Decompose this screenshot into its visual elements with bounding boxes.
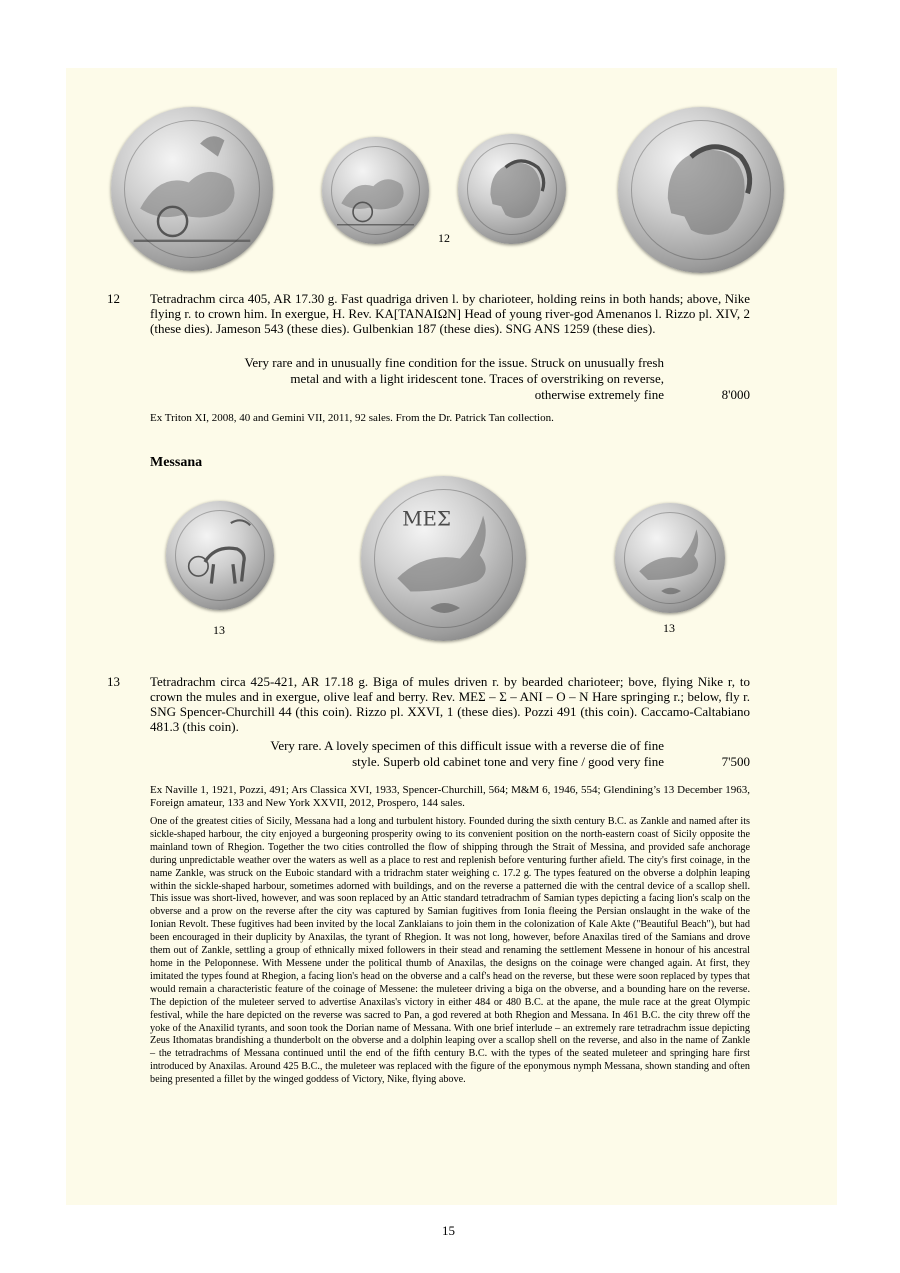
lot13-obverse-small-image [166, 501, 274, 610]
river-god-head-icon [458, 134, 566, 244]
lot13-condition-line-1: Very rare. A lovely specimen of this difficult issue with a reverse die of fine [270, 738, 664, 753]
lot12-provenance: Ex Triton XI, 2008, 40 and Gemini VII, 2011, 92 sales. From the Dr. Patrick Tan collection. [150, 412, 554, 424]
lot12-condition-line-3: otherwise extremely fine [534, 387, 664, 402]
lot12-description: Tetradrachm circa 405, AR 17.30 g. Fast quadriga driven l. by charioteer, holding reins in both hands; above, Nike flying r. to crown him. In exergue, H. Rev. ΚΑ[ΤΑΝΑΙΩΝ] Head of young river-god Amenanos l. Rizzo pl. XIV, 2 (these dies). Jameson 543 (these dies). Gulbenkian 187 (these dies). SNG ANS 1259 (these dies). [150, 291, 750, 336]
quadriga-icon [111, 107, 273, 271]
lot12-condition-line-1: Very rare and in unusually fine condition for the issue. Struck on unusually fresh [244, 355, 664, 370]
lot12-plate-number: 12 [438, 231, 450, 245]
page-number: 15 [442, 1223, 455, 1238]
lot12-price: 8'000 [721, 387, 750, 402]
springing-hare-icon [361, 476, 526, 641]
lot13-plate-number-left: 13 [213, 623, 225, 637]
lot13-reverse-large-image [361, 476, 526, 641]
river-god-head-icon [618, 107, 784, 273]
messana-legend: ΜΕΣ [402, 507, 451, 531]
lot13-price: 7'500 [721, 754, 750, 769]
springing-hare-icon [615, 503, 725, 613]
lot13-reverse-small-image [615, 503, 725, 613]
section-heading-messana: Messana [150, 455, 203, 470]
lot12-condition-line-2: metal and with a light iridescent tone. Traces of overstriking on reverse, [290, 371, 664, 386]
lot13-condition-line-2: style. Superb old cabinet tone and very fine / good very fine [352, 754, 664, 769]
lot13-historical-essay: One of the greatest cities of Sicily, Messana had a long and turbulent history. Founded during the sixth century B.C. as Zankle and named after its sickle-shaped harbour, the city enjoyed a burgeoning prosperity owing to its convenient position on the north-eastern coast of Sicily opposite the mainland town of Rhegion. Together the two cities controlled the flow of shipping through the Strait of Messina, and provided safe anchorage during unpredictable weather over the waters as well as a place to rest and replenish before venturing further afield. The city's first coinage, in the name Zankle, was struck on the Euboic standard with a tridrachm stater weighing c. 17.2 g. The types featured on the obverse a dolphin leaping within the sickle-shaped harbour, sometimes adorned with buildings, and on the reverse a patterned die with the central device of a scallop shell. This issue was short-lived, however, and was soon replaced by an Attic standard tetradrachm of Samian types depicting a facing lion's scalp on the obverse and a prow on the reverse after the city was captured by Samian fugitives from Ionia fleeing the Persian onslaught in the wake of the Ionian Revolt. These fugitives had been invited by the local Zanklaians to join them in the colonization of Kale Akte ("Beautiful Beach"), but had been encouraged in their duplicity by Anaxilas, the tyrant of Rhegion. It was not long, however, before Anaxilas tired of the Samians and drove them out of Zankle, settling a group of ethnically mixed followers in their stead and renaming the settlement Messene in honour of his ancestral home in the Peloponnese. With Messene under the political thumb of Anaxilas, the designs on the coinage were changed again. At first, they imitated the types found at Rhegion, a facing lion's head on the obverse and a calf's head on the reverse, but these were soon replaced by types that would remain a characteristic feature of the coinage of Messene: the muleteer driving a biga on the obverse, and a bounding hare on the reverse. The depiction of the muleteer served to advertise Anaxilas's victory in either 484 or 480 B.C. at the apane, the mule race at the great Olympic festival, while the hare depicted on the reverse was sacred to Pan, a god revered at both Rhegion and Messana. In 461 B.C. the city threw off the yoke of the Anaxilid tyrants, and soon took the Dorian name of Messana. With one brief interlude – an extremely rare tetradrachm issue depicting Zeus Ithomatas brandishing a thunderbolt on the obverse and a dolphin leaping over a scallop shell on the reverse, and also in the name of Zankle – the tetradrachms of Messana continued until the end of the fifth century B.C. with the types of the seated muleteer and springing hare first introduced by Anaxilas. Around 425 B.C., the muleteer was replaced with the figure of the eponymous nymph Messana, shown standing and often being presented a fillet by the winged goddess of Victory, Nike, flying above. [150, 816, 750, 1086]
lot12-obverse-small-image [322, 137, 429, 244]
lot12-reverse-large-image [618, 107, 784, 273]
lot12-number: 12 [107, 291, 120, 306]
lot13-plate-number-right: 13 [663, 621, 675, 635]
lot12-obverse-large-image [111, 107, 273, 271]
lot12-reverse-small-image [458, 134, 566, 244]
mule-biga-icon [166, 501, 274, 610]
lot13-description: Tetradrachm circa 425-421, AR 17.18 g. Biga of mules driven r. by bearded charioteer; bove, flying Nike r, to crown the mules and in exergue, olive leaf and berry. Rev. ΜΕΣ – Σ – ΑΝΙ – Ο – Ν Hare springing r.; below, fly r. SNG Spencer-Churchill 44 (this coin). Rizzo pl. XXVI, 1 (these dies). Pozzi 491 (this coin). Caccamo-Caltabiano 481.3 (this coin). [150, 674, 750, 734]
lot13-provenance: Ex Naville 1, 1921, Pozzi, 491; Ars Classica XVI, 1933, Spencer-Churchill, 564; M&M 6, 1946, 554; Glendining’s 13 December 1963, Foreign amateur, 133 and New York XXVII, 2012, Prospero, 144 sales. [150, 784, 750, 809]
quadriga-icon [322, 137, 429, 244]
lot13-number: 13 [107, 674, 120, 689]
